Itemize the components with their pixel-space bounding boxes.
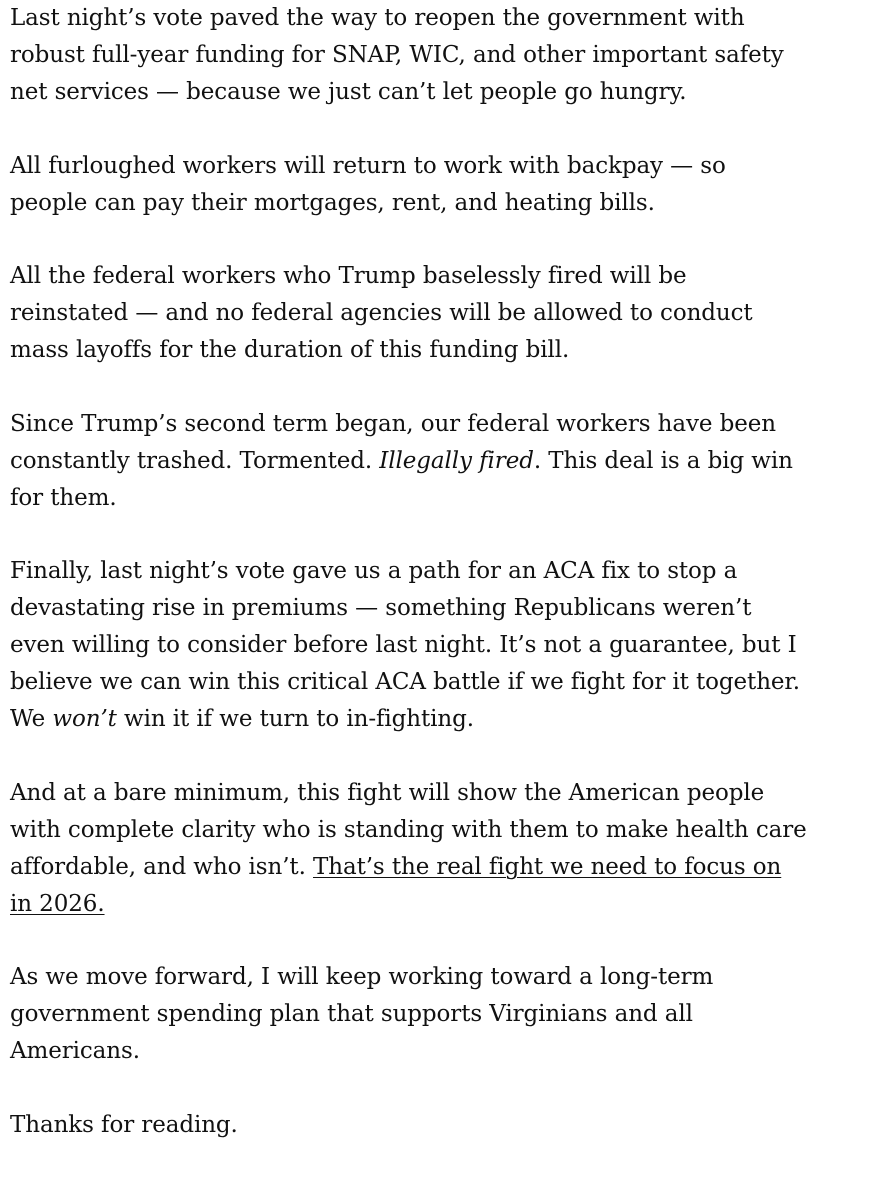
paragraph-bare-minimum [10, 775, 810, 923]
paragraph-aca-fix [10, 553, 810, 738]
emphasis-text: Illegally fired [379, 447, 534, 474]
paragraph-text: Since Trump’s second term began, our federal workers have been constantly trashed. Tormented. [10, 410, 776, 474]
paragraph-snap-wic-funding: Last night’s vote paved the way to reopen the government with robust full-year funding for SNAP, WIC, and other important safety net services — because we just can’t let people go hungry. [10, 5, 784, 105]
emphasis-text: won’t [52, 706, 117, 732]
paragraph-federal-workers-trashed [10, 406, 810, 517]
paragraph-furloughed-workers: All furloughed workers will return to work with backpay — so people can pay their mortgages, rent, and heating bills. [10, 152, 726, 216]
paragraph-text: . This deal is a big win for them. [10, 447, 793, 511]
paragraph-text: win it if we turn to in-fighting. [116, 706, 474, 732]
article-body [10, 0, 810, 1180]
paragraph-move-forward: As we move forward, I will keep working toward a long-term government spending plan that supports Virginians and all Americans. [10, 964, 714, 1064]
paragraph-text: And at a bare minimum, this fight will show the American people with complete clarity who is standing with them to make health care affordable, and who isn’t. [10, 779, 807, 880]
paragraph-thanks-for-reading: Thanks for reading. [10, 1111, 238, 1138]
real-fight-2026-link[interactable]: That’s the real fight we need to focus on in 2026. [10, 853, 782, 917]
paragraph-fired-workers-reinstated: All the federal workers who Trump baselessly fired will be reinstated — and no federal agencies will be allowed to conduct mass layoffs for the duration of this funding bill. [10, 263, 753, 363]
paragraph-text: Finally, last night’s vote gave us a path for an ACA fix to stop a devastating rise in premiums — something Republicans weren’t even willing to consider before last night. It’s not a guarantee, but I believe we can win this critical ACA battle if we fight for it together. We [10, 558, 801, 732]
